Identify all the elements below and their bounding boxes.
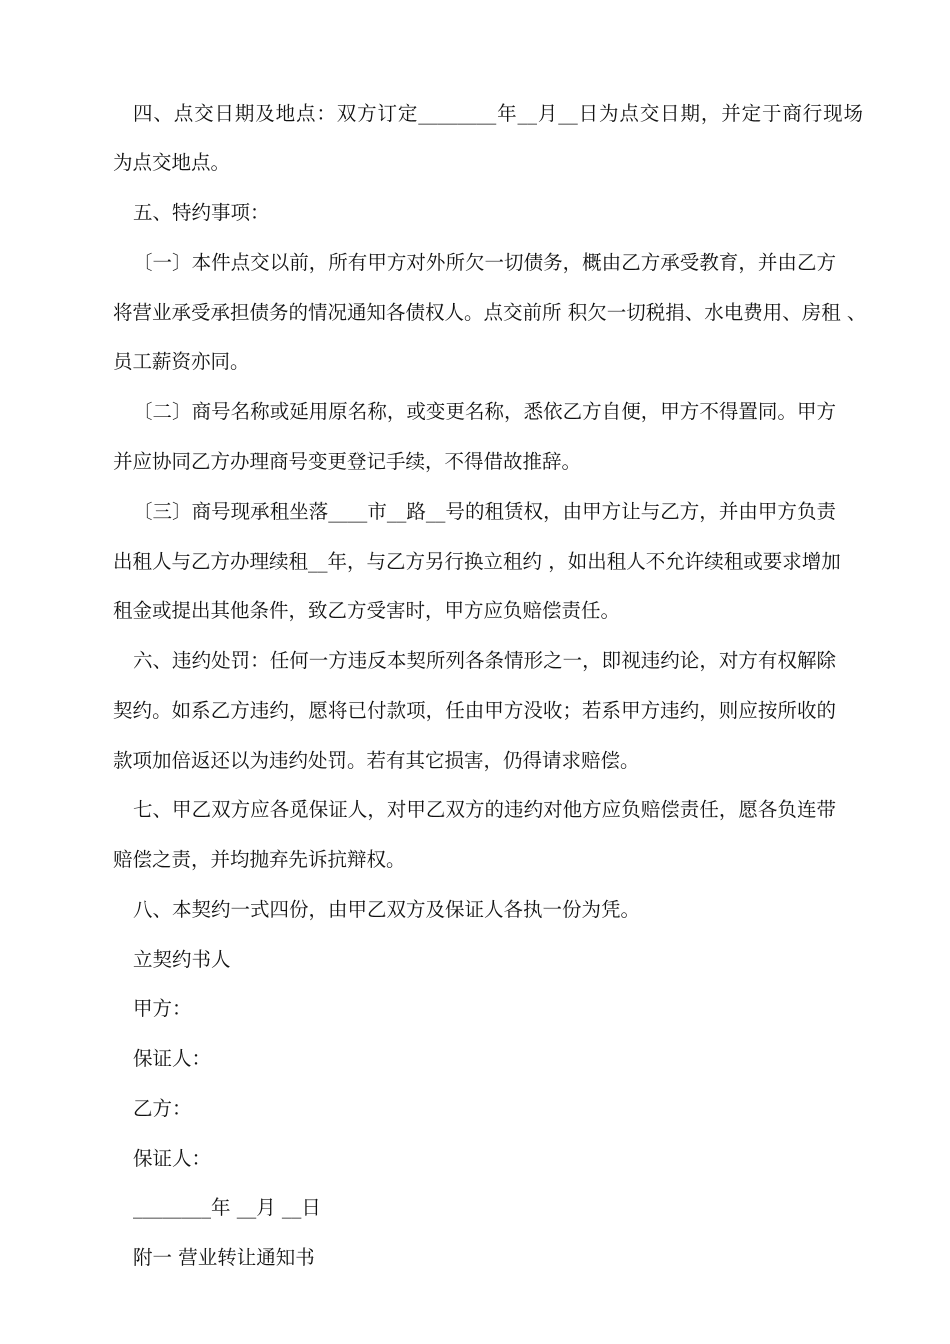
clause-5-1-line-2: 将营业承受承担债务的情况通知各债权人。点交前所 积欠一切税捐、水电费用、房租 、	[113, 301, 867, 324]
guarantor-b-label: 保证人：	[133, 1147, 212, 1170]
party-a-label: 甲方：	[133, 997, 192, 1020]
clause-5-1-line-3: 员工薪资亦同。	[113, 350, 250, 373]
guarantor-a-label: 保证人：	[133, 1047, 212, 1070]
clause-6-line-1: 六、违约处罚：任何一方违反本契所列各条情形之一，即视违约论，对方有权解除	[133, 649, 836, 672]
appendix-title: 附一 营业转让通知书	[133, 1246, 315, 1269]
clause-5-3-line-3: 租金或提出其他条件，致乙方受害时，甲方应负赔偿责任。	[113, 599, 621, 622]
clause-5-1-line-1: 〔一〕本件点交以前，所有甲方对外所欠一切债务，概由乙方承受教育，并由乙方	[133, 251, 836, 274]
clause-7-line-2: 赔偿之责，并均抛弃先诉抗辩权。	[113, 848, 406, 871]
clause-6-line-3: 款项加倍返还以为违约处罚。若有其它损害，仍得请求赔偿。	[113, 749, 640, 772]
clause-4-line-1: 四、点交日期及地点：双方订定________年__月__日为点交日期，并定于商行现场	[133, 102, 863, 125]
clause-5-heading: 五、特约事项：	[133, 201, 270, 224]
clause-5-3-line-2: 出租人与乙方办理续租__年，与乙方另行换立租约 ，如出租人不允许续租或要求增加	[113, 550, 841, 573]
clause-4-line-2: 为点交地点。	[113, 151, 231, 174]
date-line: ________年 __月 __日	[133, 1196, 321, 1219]
clause-8-line-1: 八、本契约一式四份，由甲乙双方及保证人各执一份为凭。	[133, 898, 641, 921]
clause-5-2-line-1: 〔二〕商号名称或延用原名称，或变更名称，悉依乙方自便，甲方不得置同。甲方	[133, 400, 836, 423]
signatories-heading: 立契约书人	[133, 948, 231, 971]
clause-6-line-2: 契约。如系乙方违约，愿将已付款项，任由甲方没收；若系甲方违约，则应按所收的	[113, 699, 836, 722]
clause-7-line-1: 七、甲乙双方应各觅保证人，对甲乙双方的违约对他方应负赔偿责任，愿各负连带	[133, 798, 836, 821]
clause-5-3-line-1: 〔三〕商号现承租坐落____市__路__号的租赁权，由甲方让与乙方，并由甲方负责	[133, 500, 836, 523]
party-b-label: 乙方：	[133, 1097, 192, 1120]
clause-5-2-line-2: 并应协同乙方办理商号变更登记手续，不得借故推辞。	[113, 450, 582, 473]
